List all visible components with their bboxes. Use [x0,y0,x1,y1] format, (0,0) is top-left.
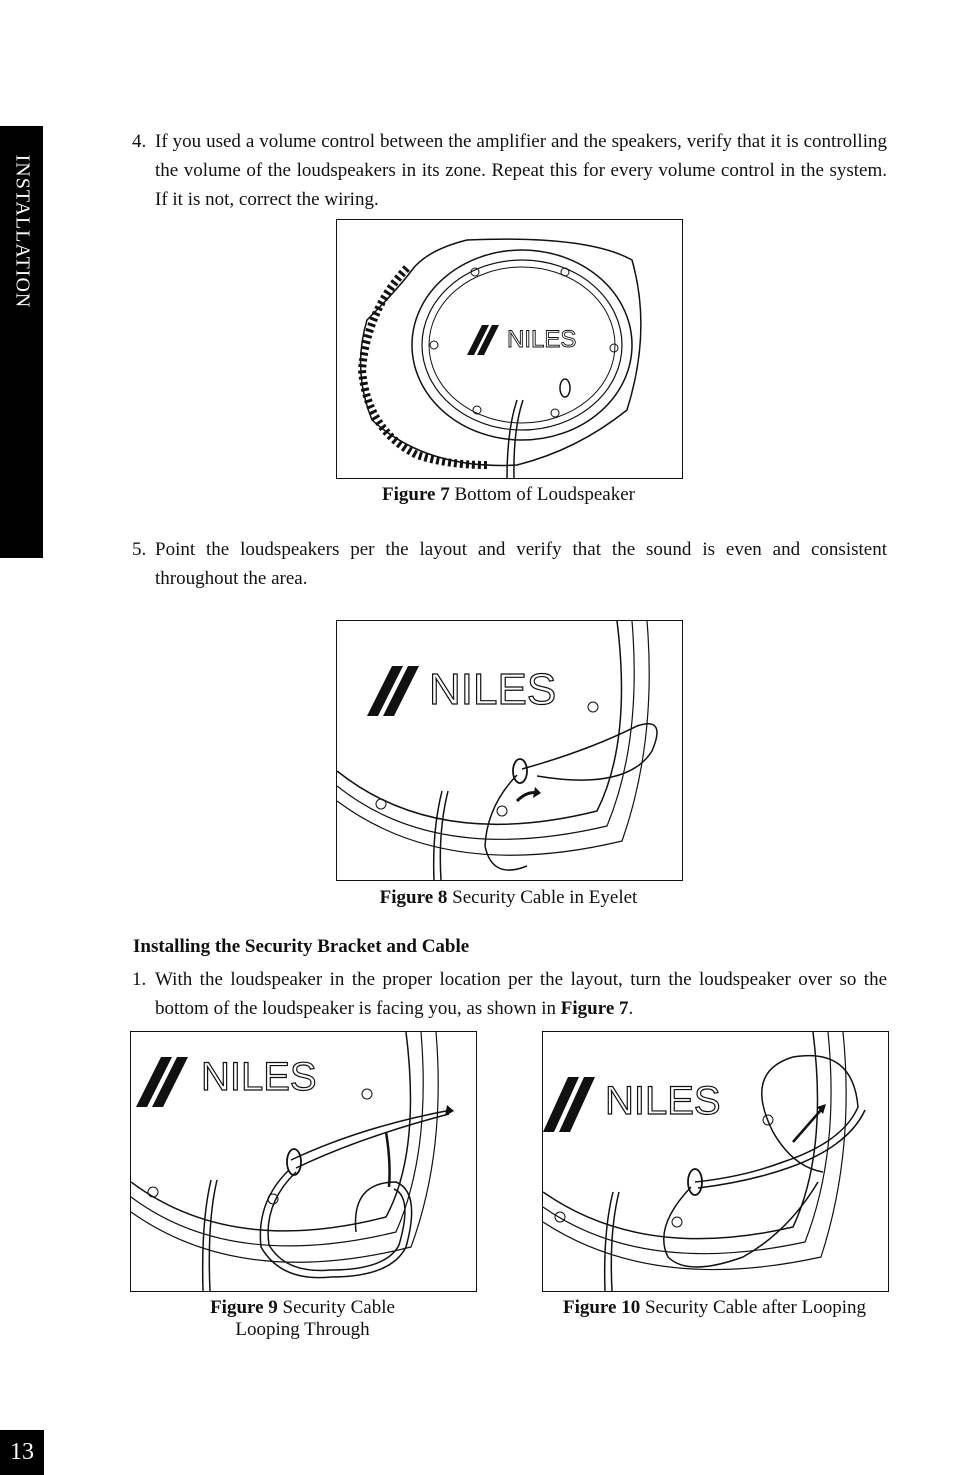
figure-8-logo-text: NILES [429,665,557,714]
figure-8-illustration [336,620,683,881]
figure-9-logo-text: NILES [201,1055,317,1099]
figure-9-label: Figure 9 [210,1297,278,1318]
figure-7-logo-text: NILES [507,326,577,353]
niles-logo-icon [136,1057,188,1107]
figure-8-label: Figure 8 [379,887,448,908]
figure-10-label: Figure 10 [562,1297,641,1318]
figure-7-drawing [337,220,682,478]
section-heading: Installing the Security Bracket and Cable [133,936,470,957]
section-side-tab [0,126,43,558]
figure-8-caption [336,887,681,909]
step-5-number: 5. [132,539,147,560]
step-4-paragraph [132,127,887,214]
figure-10-caption-text: Security Cable after Looping [644,1297,867,1318]
figure-7-illustration [336,219,683,479]
figure-7-caption-text: Bottom of Loudspeaker [454,484,635,505]
step-4-text: If you used a volume control between the amplifier and the speakers, verify that it is controlling the volume of the loudspeakers in its zone. Repeat this for every volume control in the system. If it is not, correct the wiring. [155,131,887,210]
step-5-paragraph [132,535,887,593]
step-5-text: Point the loudspeakers per the layout and verify that the sound is even and consistent throughout the area. [155,539,887,589]
niles-logo-icon [467,325,499,355]
step-4-number: 4. [132,131,147,152]
figure-10-logo-text: NILES [605,1079,721,1123]
figure-9-caption-line2: Looping Through [235,1319,370,1340]
niles-logo-icon [543,1077,595,1132]
figure-10-caption [542,1297,887,1319]
figure-9-caption [130,1297,475,1341]
figure-7-reference: Figure 7 [560,998,629,1019]
figure-7-caption [336,484,681,506]
step-1-number: 1. [132,969,147,990]
step-1-text: With the loudspeaker in the proper location per the layout, turn the loudspeaker over so the bottom of the loudspeaker is facing you, as shown in Figure 7. [155,969,887,1019]
step-1-paragraph [132,965,887,1023]
figure-8-caption-text: Security Cable in Eyelet [452,887,638,908]
figure-9-illustration [130,1031,477,1292]
figure-9-caption-line1: Security Cable [282,1297,395,1318]
figure-8-drawing [337,621,682,880]
page-number: 13 [0,1430,44,1475]
figure-7-label: Figure 7 [382,484,450,505]
figure-10-illustration [542,1031,889,1292]
figure-9-drawing [131,1032,476,1291]
figure-10-drawing [543,1032,888,1291]
niles-logo-icon [367,666,419,716]
section-side-tab-label: INSTALLATION [11,154,33,309]
